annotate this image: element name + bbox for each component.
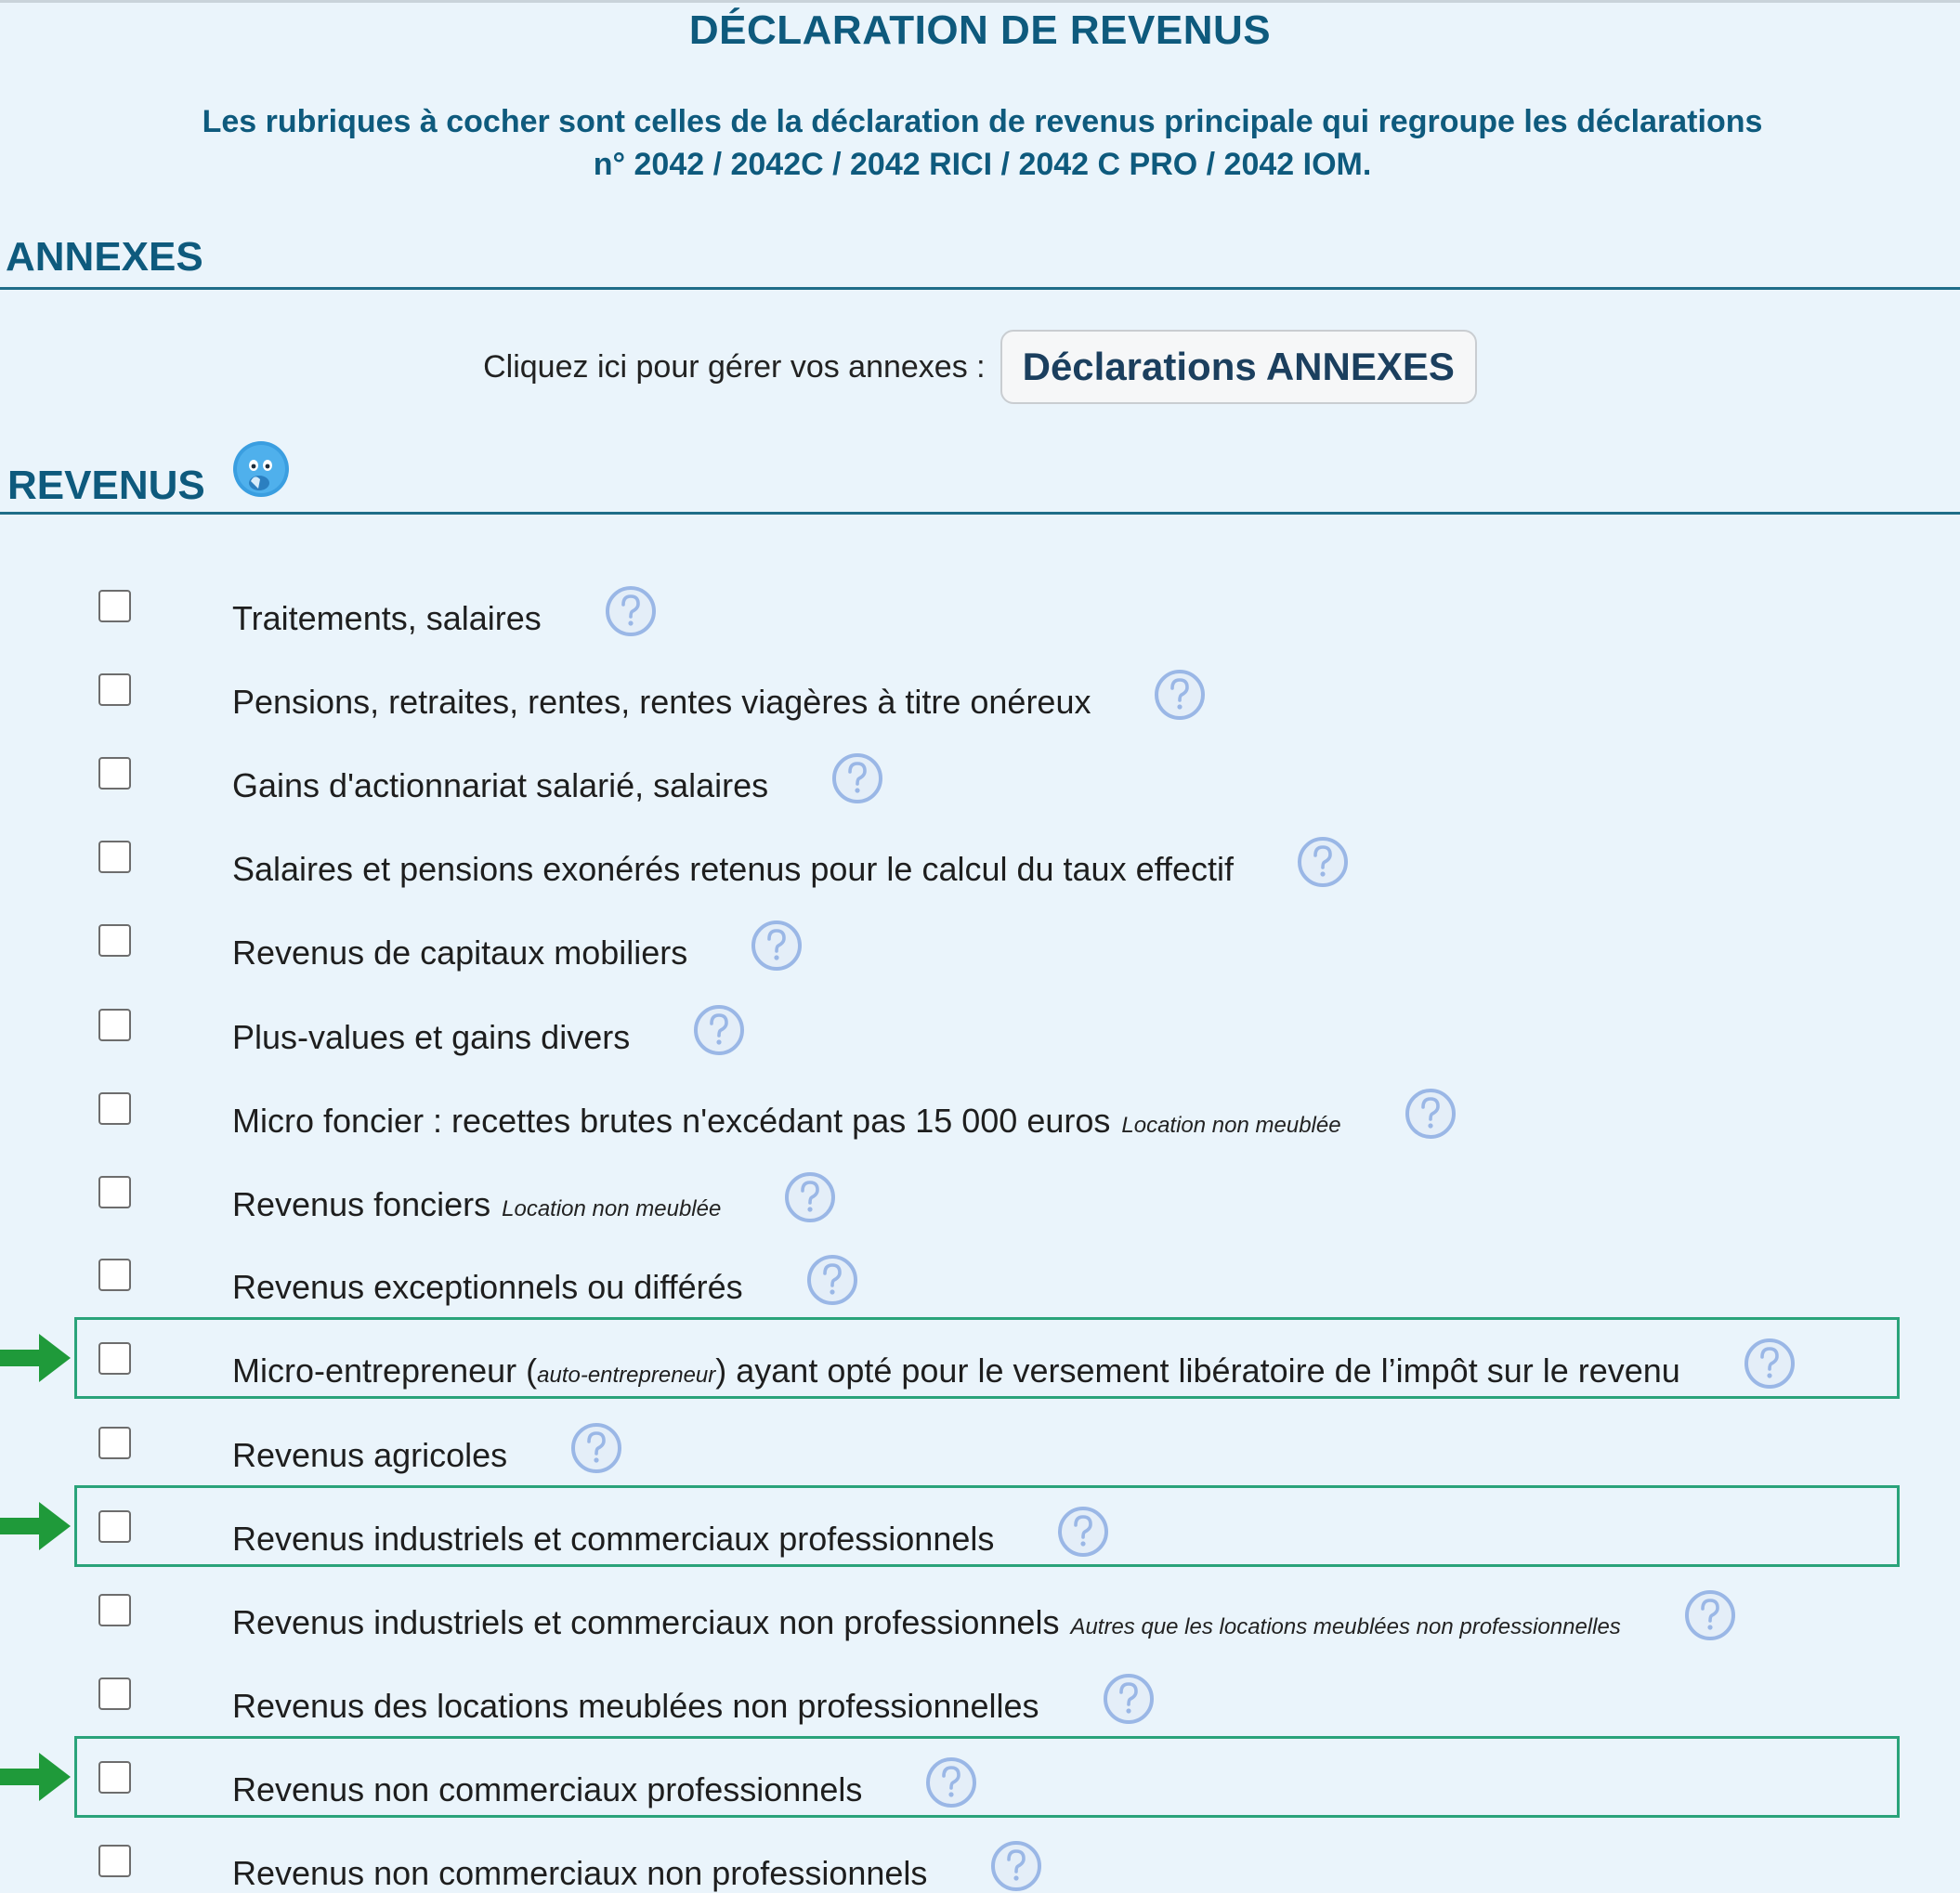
revenu-note: Location non meublée bbox=[1121, 1112, 1341, 1138]
revenu-label-group bbox=[232, 1160, 838, 1224]
revenu-label: Revenus agricoles bbox=[232, 1435, 508, 1474]
help-question-icon[interactable] bbox=[830, 751, 885, 806]
revenus-divider bbox=[0, 512, 1960, 515]
revenu-label: Pensions, retraites, rentes, rentes viagères à titre onéreux bbox=[232, 682, 1091, 721]
revenu-label-group bbox=[232, 658, 1208, 722]
revenu-label-group bbox=[232, 1326, 1797, 1390]
revenu-label-group bbox=[232, 1578, 1738, 1642]
revenu-label-suffix: ) ayant opté pour le versement libératoire de l’impôt sur le revenu bbox=[715, 1351, 1680, 1390]
revenu-label-group bbox=[232, 993, 747, 1057]
revenu-label-group bbox=[232, 1662, 1156, 1726]
revenu-item bbox=[0, 1484, 1960, 1568]
revenu-label: Revenus non commerciaux non professionnels bbox=[232, 1853, 928, 1892]
revenu-label-group bbox=[232, 908, 804, 973]
help-question-icon[interactable] bbox=[1682, 1587, 1738, 1643]
revenu-note: Autres que les locations meublées non professionnelles bbox=[1070, 1613, 1621, 1639]
help-question-icon[interactable] bbox=[1742, 1336, 1797, 1391]
revenu-checkbox[interactable] bbox=[98, 1678, 131, 1710]
help-question-icon[interactable] bbox=[923, 1755, 979, 1810]
help-question-icon[interactable] bbox=[1055, 1504, 1111, 1560]
revenu-label-group bbox=[232, 1077, 1458, 1141]
revenu-label: Revenus non commerciaux professionnels bbox=[232, 1769, 863, 1808]
page-subtitle bbox=[56, 100, 1909, 186]
revenu-item bbox=[0, 1150, 1960, 1234]
revenu-checkbox[interactable] bbox=[98, 673, 131, 706]
help-question-icon[interactable] bbox=[1101, 1671, 1156, 1727]
revenu-checkbox[interactable] bbox=[98, 1092, 131, 1125]
revenu-checkbox[interactable] bbox=[98, 590, 131, 622]
annexes-heading: ANNEXES bbox=[6, 234, 203, 280]
revenu-checkbox[interactable] bbox=[98, 1176, 131, 1208]
revenu-item bbox=[0, 1819, 1960, 1893]
revenu-checkbox[interactable] bbox=[98, 1594, 131, 1626]
help-question-icon[interactable] bbox=[749, 918, 804, 973]
declarations-annexes-button[interactable]: Déclarations ANNEXES bbox=[1000, 330, 1477, 404]
annexes-prompt: Cliquez ici pour gérer vos annexes : bbox=[483, 348, 986, 385]
help-question-icon[interactable] bbox=[1295, 834, 1351, 890]
revenu-checkbox[interactable] bbox=[98, 841, 131, 873]
revenu-checkbox[interactable] bbox=[98, 757, 131, 790]
revenu-label-group bbox=[232, 1411, 624, 1475]
help-question-icon[interactable] bbox=[804, 1252, 860, 1308]
annexes-divider bbox=[0, 287, 1960, 290]
revenu-label: Revenus fonciers bbox=[232, 1184, 491, 1223]
revenu-label: Plus-values et gains divers bbox=[232, 1017, 631, 1056]
revenu-label: Traitements, salaires bbox=[232, 598, 542, 637]
revenu-label-group bbox=[232, 825, 1351, 889]
revenus-heading: REVENUS bbox=[7, 463, 205, 508]
help-question-icon[interactable] bbox=[1403, 1086, 1458, 1142]
revenu-label-group bbox=[232, 1745, 979, 1809]
revenu-item bbox=[0, 983, 1960, 1066]
annexes-row bbox=[0, 330, 1960, 404]
revenu-label: Revenus industriels et commerciaux professionnels bbox=[232, 1519, 995, 1558]
revenu-label: Gains d'actionnariat salarié, salaires bbox=[232, 765, 769, 804]
revenu-label: Revenus de capitaux mobiliers bbox=[232, 933, 688, 972]
revenu-item bbox=[0, 564, 1960, 647]
revenu-item bbox=[0, 647, 1960, 731]
help-question-icon[interactable] bbox=[568, 1420, 624, 1476]
revenu-checkbox[interactable] bbox=[98, 1427, 131, 1459]
revenu-checkbox[interactable] bbox=[98, 1761, 131, 1794]
revenu-item bbox=[0, 815, 1960, 898]
help-question-icon[interactable] bbox=[1152, 667, 1208, 723]
subtitle-line-1: Les rubriques à cocher sont celles de la déclaration de revenus principale qui regroupe les déclarations bbox=[202, 104, 1763, 139]
revenu-note: Location non meublée bbox=[502, 1195, 722, 1221]
revenu-checkbox[interactable] bbox=[98, 1510, 131, 1543]
revenu-item bbox=[0, 1316, 1960, 1400]
revenu-label-group bbox=[232, 574, 659, 638]
revenu-label-group bbox=[232, 1829, 1044, 1893]
revenu-checkbox[interactable] bbox=[98, 1009, 131, 1041]
subtitle-line-2: n° 2042 / 2042C / 2042 RICI / 2042 C PRO / 2042 IOM. bbox=[593, 147, 1372, 182]
revenu-item bbox=[0, 898, 1960, 982]
help-question-icon[interactable] bbox=[691, 1002, 747, 1058]
revenu-item bbox=[0, 1568, 1960, 1651]
revenu-item bbox=[0, 1651, 1960, 1735]
revenu-label: Revenus exceptionnels ou différés bbox=[232, 1267, 743, 1306]
revenu-item bbox=[0, 1735, 1960, 1819]
revenu-inline-note: auto-entrepreneur bbox=[537, 1362, 716, 1388]
help-question-icon[interactable] bbox=[988, 1838, 1044, 1893]
revenu-item bbox=[0, 1066, 1960, 1150]
revenu-label-group bbox=[232, 1243, 860, 1307]
revenu-label: Revenus des locations meublées non professionnelles bbox=[232, 1686, 1039, 1725]
top-border bbox=[0, 0, 1960, 3]
revenu-label: Revenus industriels et commerciaux non professionnels bbox=[232, 1602, 1060, 1641]
revenu-checkbox[interactable] bbox=[98, 1845, 131, 1877]
help-question-icon[interactable] bbox=[782, 1169, 838, 1225]
revenu-label-group bbox=[232, 1495, 1111, 1559]
revenu-item bbox=[0, 731, 1960, 815]
help-question-icon[interactable] bbox=[603, 583, 659, 639]
revenu-label: Salaires et pensions exonérés retenus pour le calcul du taux effectif bbox=[232, 849, 1234, 888]
page-title: DÉCLARATION DE REVENUS bbox=[688, 7, 1272, 53]
revenu-label: Micro foncier : recettes brutes n'excédant pas 15 000 euros bbox=[232, 1101, 1111, 1140]
revenu-item bbox=[0, 1233, 1960, 1316]
revenu-checkbox[interactable] bbox=[98, 924, 131, 957]
mascot-icon bbox=[230, 440, 292, 502]
revenu-label: Micro-entrepreneur ( bbox=[232, 1351, 538, 1390]
revenu-checkbox[interactable] bbox=[98, 1259, 131, 1291]
revenu-checkbox[interactable] bbox=[98, 1342, 131, 1375]
revenu-item bbox=[0, 1401, 1960, 1484]
revenu-label-group bbox=[232, 741, 885, 805]
